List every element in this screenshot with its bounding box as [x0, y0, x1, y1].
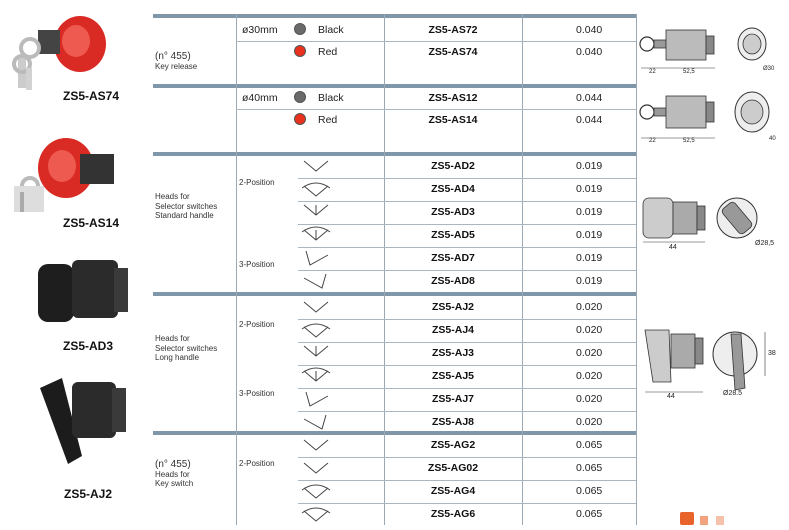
- selector-position-icon: [298, 178, 338, 201]
- section-description: Heads for Selector switches Long handle: [155, 334, 218, 362]
- color-label: Black: [318, 24, 344, 36]
- section-description: Heads for Selector switches Standard handle: [155, 192, 218, 220]
- reference-code: ZS5-AG02: [427, 462, 479, 474]
- weight-value: 0.065: [576, 508, 603, 520]
- weight-value: 0.020: [576, 347, 603, 359]
- color-label: Black: [318, 92, 344, 104]
- weight-value: 0.019: [576, 229, 603, 241]
- table-row: [236, 457, 636, 480]
- weight-value: 0.065: [576, 485, 603, 497]
- product-image-ad3: [34, 250, 134, 330]
- section-note: (n° 455): [155, 51, 191, 62]
- row-divider: [298, 319, 636, 320]
- weight-value: 0.019: [576, 252, 603, 264]
- selector-position-icon: [298, 342, 338, 365]
- table-row: [236, 411, 636, 434]
- weight-value: 0.019: [576, 160, 603, 172]
- table-row: [236, 247, 636, 270]
- selector-position-icon: [298, 365, 338, 388]
- table-row: [236, 480, 636, 503]
- table-row: [236, 155, 636, 178]
- table-row: [236, 388, 636, 411]
- selector-position-icon: [298, 503, 338, 526]
- dimension-label: 40: [769, 136, 776, 142]
- reference-code: ZS5-AD2: [431, 160, 475, 172]
- weight-value: 0.020: [576, 393, 603, 405]
- diameter-label: ø30mm: [242, 24, 278, 36]
- product-code: ZS5-AD3: [62, 339, 113, 353]
- row-divider: [298, 342, 636, 343]
- section-description: [155, 52, 197, 71]
- color-label: Red: [318, 46, 338, 58]
- section-note: (n° 455): [155, 459, 191, 470]
- dimension-label: Ø30: [763, 66, 775, 72]
- weight-value: 0.019: [576, 275, 603, 287]
- dimension-label: 22: [649, 138, 656, 144]
- weight-value: 0.019: [576, 183, 603, 195]
- reference-code: ZS5-AJ2: [431, 301, 474, 313]
- reference-code: ZS5-AJ4: [431, 324, 474, 336]
- reference-code: ZS5-AS72: [428, 24, 478, 36]
- color-label: Red: [318, 114, 338, 126]
- selector-position-icon: [298, 270, 338, 293]
- reference-code: ZS5-AD7: [431, 252, 475, 264]
- selector-position-icon: [298, 319, 338, 342]
- dimension-label: 52,5: [683, 69, 695, 75]
- dimension-label: Ø28,5: [755, 240, 775, 247]
- dimension-label: Ø28.5: [723, 390, 743, 397]
- reference-code: ZS5-AJ3: [431, 347, 474, 359]
- table-row: [236, 41, 636, 64]
- reference-code: ZS5-AD4: [431, 183, 475, 195]
- selector-position-icon: [298, 388, 338, 411]
- reference-code: ZS5-AS12: [428, 92, 478, 104]
- section-description: [155, 460, 193, 489]
- product-image-as74: [8, 8, 118, 92]
- dimension-label: 38: [768, 350, 776, 357]
- weight-value: 0.020: [576, 324, 603, 336]
- section-divider: [153, 14, 636, 18]
- reference-code: ZS5-AJ5: [431, 370, 474, 382]
- row-divider: [298, 480, 636, 481]
- row-divider: [298, 411, 636, 412]
- section-text: Heads for Key switch: [155, 469, 194, 488]
- row-divider: [298, 365, 636, 366]
- weight-value: 0.020: [576, 301, 603, 313]
- reference-code: ZS5-AS74: [428, 46, 478, 58]
- row-divider: [298, 224, 636, 225]
- row-divider: [298, 388, 636, 389]
- table-row: [236, 434, 636, 457]
- selector-position-icon: [298, 155, 338, 178]
- black-color-dot-icon: [294, 23, 306, 35]
- table-row: [236, 178, 636, 201]
- table-row: [236, 224, 636, 247]
- row-divider: [298, 503, 636, 504]
- weight-value: 0.020: [576, 370, 603, 382]
- watermark-logo: [678, 508, 789, 525]
- position-label: 3-Position: [239, 260, 275, 269]
- weight-value: 0.044: [576, 114, 603, 126]
- product-image-aj2: [32, 368, 132, 468]
- table-row: [236, 201, 636, 224]
- weight-value: 0.065: [576, 462, 603, 474]
- weight-value: 0.019: [576, 206, 603, 218]
- weight-value: 0.020: [576, 416, 603, 428]
- table-row: [236, 319, 636, 342]
- dimension-drawing-aj: [637, 326, 787, 406]
- table-row: [236, 19, 636, 42]
- product-image-as14: [10, 126, 120, 216]
- table-row: [236, 503, 636, 526]
- dimension-drawing-as40: [637, 88, 787, 148]
- table-row: [236, 365, 636, 388]
- diameter-label: ø40mm: [242, 92, 278, 104]
- reference-code: ZS5-AD8: [431, 275, 475, 287]
- dimension-label: 44: [669, 244, 677, 251]
- dimension-label: 52,5: [683, 138, 695, 144]
- row-divider: [298, 457, 636, 458]
- black-color-dot-icon: [294, 91, 306, 103]
- table-row: [236, 342, 636, 365]
- row-divider: [298, 247, 636, 248]
- table-row: [236, 109, 636, 132]
- dimension-drawing-ad: [637, 190, 787, 264]
- reference-code: ZS5-AJ7: [431, 393, 474, 405]
- reference-code: ZS5-AG2: [430, 439, 476, 451]
- table-row: [236, 87, 636, 110]
- reference-code: ZS5-AG6: [430, 508, 476, 520]
- row-divider: [298, 201, 636, 202]
- red-color-dot-icon: [294, 45, 306, 57]
- selector-position-icon: [298, 224, 338, 247]
- reference-code: ZS5-AS14: [428, 114, 478, 126]
- product-code: ZS5-AS14: [62, 216, 120, 230]
- weight-value: 0.044: [576, 92, 603, 104]
- position-label: 2-Position: [239, 459, 275, 468]
- dimension-drawing-as30: [637, 18, 787, 80]
- product-code: ZS5-AJ2: [63, 487, 113, 501]
- reference-code: ZS5-AG4: [430, 485, 476, 497]
- selector-position-icon: [298, 480, 338, 503]
- table-row: [236, 270, 636, 293]
- row-divider: [298, 178, 636, 179]
- weight-value: 0.040: [576, 24, 603, 36]
- product-code: ZS5-AS74: [62, 89, 120, 103]
- selector-position-icon: [298, 296, 338, 319]
- weight-value: 0.065: [576, 439, 603, 451]
- selector-position-icon: [298, 411, 338, 434]
- table-row: [236, 296, 636, 319]
- row-divider: [298, 270, 636, 271]
- selector-position-icon: [298, 201, 338, 224]
- selector-position-icon: [298, 457, 338, 480]
- dimension-label: 22: [649, 69, 656, 75]
- position-label: 2-Position: [239, 320, 275, 329]
- selector-position-icon: [298, 247, 338, 270]
- position-label: 3-Position: [239, 389, 275, 398]
- reference-code: ZS5-AD5: [431, 229, 475, 241]
- reference-code: ZS5-AD3: [431, 206, 475, 218]
- position-label: 2-Position: [239, 178, 275, 187]
- red-color-dot-icon: [294, 113, 306, 125]
- weight-value: 0.040: [576, 46, 603, 58]
- dimension-label: 44: [667, 393, 675, 400]
- selector-position-icon: [298, 434, 338, 457]
- reference-code: ZS5-AJ8: [431, 416, 474, 428]
- section-text: Key release: [155, 61, 198, 71]
